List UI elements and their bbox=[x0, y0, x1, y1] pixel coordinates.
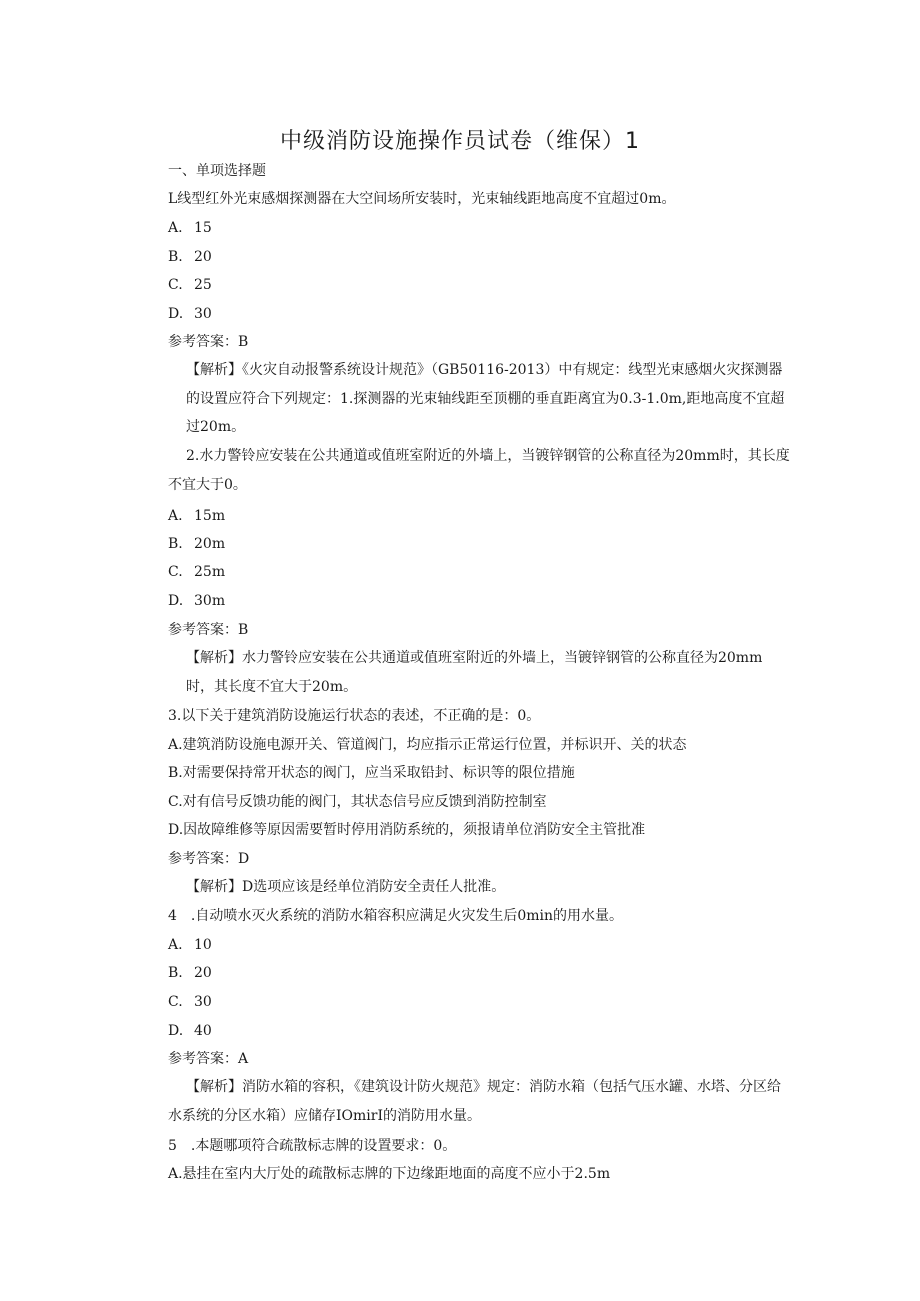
question-4-stem: 4 .自动喷水灭火系统的消防水箱容积应满足火灾发生后0min的用水量。 bbox=[168, 908, 624, 924]
question-3-option-d: D.因故障维修等原因需要暂时停用消防系统的，须报请单位消防安全主管批准 bbox=[168, 822, 646, 838]
question-4-analysis: 【解析】消防水箱的容积，《建筑设计防火规范》规定：消防水箱（包括气压水罐、水塔、分区给水系统的分区水箱）应储存IOmirI的消防用水量。 bbox=[168, 1079, 781, 1124]
question-1-option-b: B. 20 bbox=[168, 249, 212, 265]
question-2-option-c: C. 25m bbox=[168, 564, 226, 580]
question-3-option-b: B.对需要保持常开状态的阀门，应当采取铅封、标识等的限位措施 bbox=[168, 765, 575, 781]
question-2-option-a: A. 15m bbox=[168, 508, 226, 524]
question-5-stem: 5 .本题哪项符合疏散标志牌的设置要求：0。 bbox=[168, 1138, 457, 1154]
question-2-option-b: B. 20m bbox=[168, 536, 226, 552]
question-2-option-d: D. 30m bbox=[168, 593, 226, 609]
question-3-analysis: 【解析】D选项应该是经单位消防安全责任人批准。 bbox=[186, 879, 506, 895]
question-1-option-c: C. 25 bbox=[168, 277, 212, 293]
question-1-answer: 参考答案：B bbox=[168, 334, 249, 350]
question-5-option-a: A.悬挂在室内大厅处的疏散标志牌的下边缘距地面的高度不应小于2.5m bbox=[168, 1166, 611, 1182]
question-3-stem: 3.以下关于建筑消防设施运行状态的表述，不正确的是：0。 bbox=[168, 708, 541, 724]
question-3-answer: 参考答案：D bbox=[168, 851, 250, 867]
question-4-option-b: B. 20 bbox=[168, 965, 212, 981]
question-2-analysis: 【解析】水力警铃应安装在公共通道或值班室附近的外墙上，当镀锌钢管的公称直径为20mm时，其长度不宜大于20m。 bbox=[186, 650, 763, 695]
question-4-option-a: A. 10 bbox=[168, 937, 212, 953]
question-2-stem: 2.水力警铃应安装在公共通道或值班室附近的外墙上，当镀锌钢管的公称直径为20mm时，其长度不宜大于0。 bbox=[168, 448, 790, 493]
question-3-option-a: A.建筑消防设施电源开关、管道阀门，均应指示正常运行位置，并标识开、关的状态 bbox=[168, 737, 687, 753]
question-4-answer: 参考答案：A bbox=[168, 1051, 249, 1067]
page-title: 中级消防设施操作员试卷（维保）1 bbox=[280, 129, 640, 154]
question-1-analysis: 【解析】《火灾自动报警系统设计规范》（GB50116-2013）中有规定：线型光束感烟火灾探测器的设置应符合下列规定：1.探测器的光束轴线距至顶棚的垂直距离宜为0.3-1.0m,距地高度不宜超过20m。 bbox=[186, 362, 785, 435]
question-1-option-d: D. 30 bbox=[168, 306, 212, 322]
question-1-stem: L线型红外光束感烟探测器在大空间场所安装时，光束轴线距地高度不宜超过0m。 bbox=[168, 191, 676, 207]
question-3-option-c: C.对有信号反馈功能的阀门，其状态信号应反馈到消防控制室 bbox=[168, 794, 547, 810]
question-2-answer: 参考答案：B bbox=[168, 622, 249, 638]
question-4-option-c: C. 30 bbox=[168, 994, 212, 1010]
question-4-option-d: D. 40 bbox=[168, 1023, 212, 1039]
question-1-option-a: A. 15 bbox=[168, 220, 212, 236]
section-heading: 一、单项选择题 bbox=[168, 163, 266, 179]
